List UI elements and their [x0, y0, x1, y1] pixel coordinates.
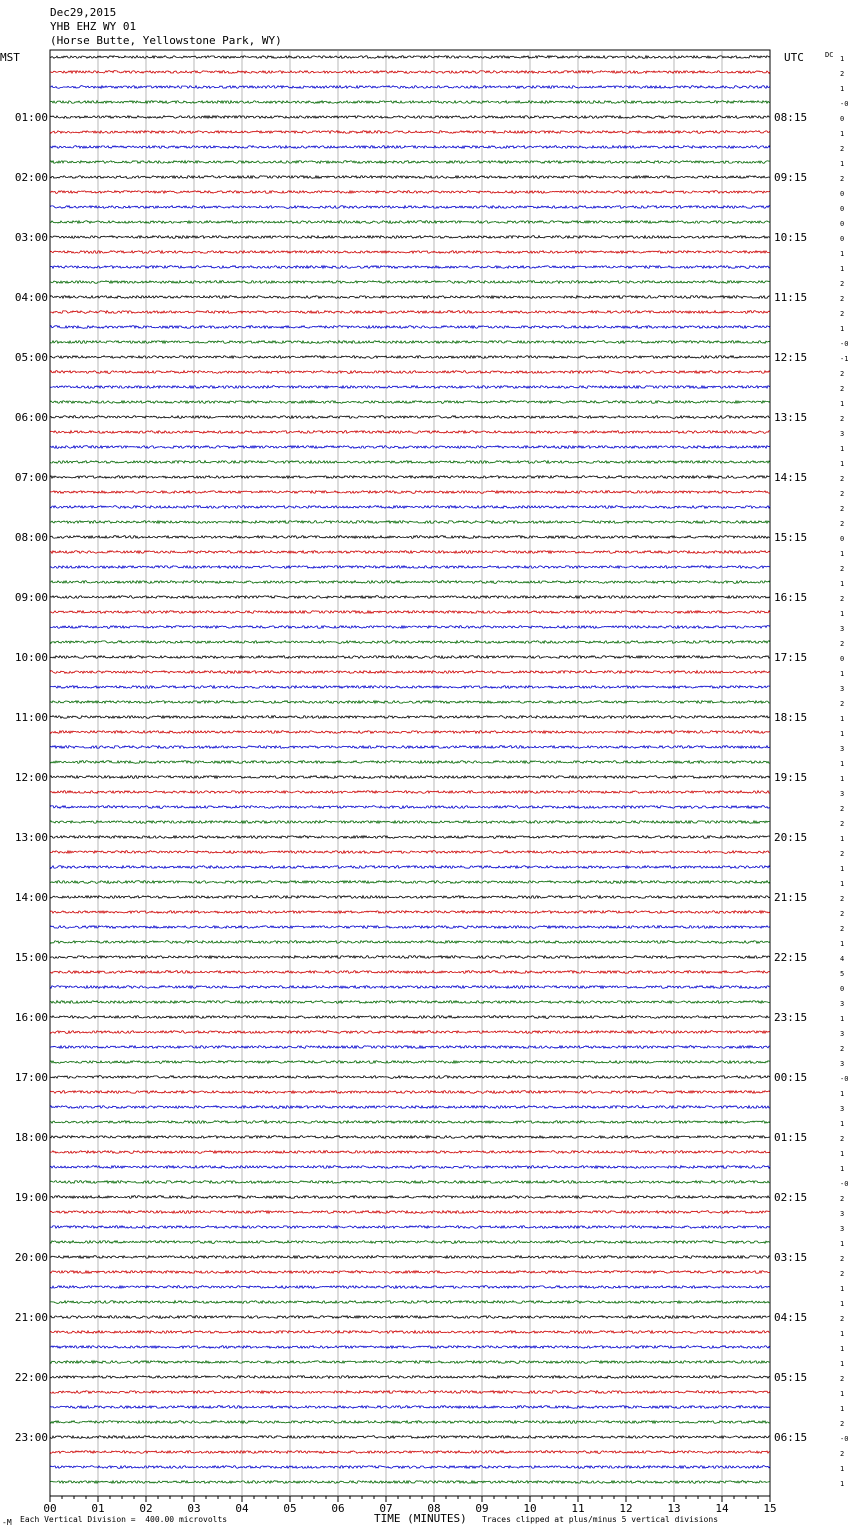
dc-offset-label: 2 — [840, 310, 845, 318]
seismic-trace — [50, 881, 770, 884]
utc-hour-label: 09:15 — [774, 171, 808, 184]
seismic-trace — [50, 536, 770, 539]
dc-offset-label: 3 — [840, 625, 845, 633]
utc-hour-label: 19:15 — [774, 771, 808, 784]
seismic-trace — [50, 671, 770, 674]
seismic-trace — [50, 1001, 770, 1004]
dc-offset-label: 1 — [840, 865, 845, 873]
seismic-trace — [50, 1301, 770, 1304]
utc-hour-label: 11:15 — [774, 291, 808, 304]
dc-offset-label: 3 — [840, 745, 845, 753]
mst-hour-label: 12:00 — [14, 771, 48, 784]
seismic-trace — [50, 311, 770, 314]
mst-hour-label: 03:00 — [14, 231, 48, 244]
dc-offset-label: 3 — [840, 430, 845, 438]
seismic-trace — [50, 356, 770, 359]
seismic-trace — [50, 821, 770, 824]
mst-hour-label: 16:00 — [14, 1011, 48, 1024]
dc-offset-label: 2 — [840, 895, 845, 903]
seismic-trace — [50, 1406, 770, 1409]
dc-offset-label: 2 — [840, 640, 845, 648]
seismic-trace — [50, 1121, 770, 1124]
utc-hour-label: 21:15 — [774, 891, 808, 904]
seismic-trace — [50, 761, 770, 764]
dc-offset-label: 1 — [840, 130, 845, 138]
utc-hour-label: 06:15 — [774, 1431, 808, 1444]
seismic-trace — [50, 866, 770, 869]
utc-hour-label: 17:15 — [774, 651, 808, 664]
seismic-trace — [50, 251, 770, 254]
x-tick-label: 07 — [379, 1502, 393, 1515]
seismic-trace — [50, 266, 770, 269]
seismic-trace — [50, 71, 770, 74]
seismic-trace — [50, 1211, 770, 1214]
dc-offset-label: 4 — [840, 955, 845, 963]
dc-offset-label: 2 — [840, 1135, 845, 1143]
seismic-trace — [50, 926, 770, 929]
seismic-trace — [50, 146, 770, 149]
seismic-trace — [50, 911, 770, 914]
dc-offset-label: 2 — [840, 1375, 845, 1383]
seismic-trace — [50, 1166, 770, 1169]
utc-hour-label: 05:15 — [774, 1371, 808, 1384]
seismic-trace — [50, 1391, 770, 1394]
dc-offset-label: 1 — [840, 580, 845, 588]
utc-hour-label: 12:15 — [774, 351, 808, 364]
mst-hour-label: 21:00 — [14, 1311, 48, 1324]
seismic-trace — [50, 461, 770, 464]
dc-offset-label: 1 — [840, 1480, 845, 1488]
seismic-trace — [50, 1181, 770, 1184]
dc-offset-label: 2 — [840, 1045, 845, 1053]
x-tick-label: 04 — [235, 1502, 249, 1515]
dc-offset-label: 2 — [840, 175, 845, 183]
seismic-trace — [50, 1346, 770, 1349]
dc-offset-label: 0 — [840, 115, 845, 123]
utc-hour-label: 08:15 — [774, 111, 808, 124]
utc-hour-label: 03:15 — [774, 1251, 808, 1264]
seismic-trace — [50, 521, 770, 524]
seismic-trace — [50, 131, 770, 134]
dc-offset-label: 2 — [840, 385, 845, 393]
seismic-trace — [50, 956, 770, 959]
dc-offset-label: 1 — [840, 1015, 845, 1023]
mst-hour-label: 20:00 — [14, 1251, 48, 1264]
dc-offset-label: 2 — [840, 1255, 845, 1263]
x-tick-label: 08 — [427, 1502, 441, 1515]
seismic-trace — [50, 506, 770, 509]
dc-offset-label: 2 — [840, 850, 845, 858]
mst-hour-label: 18:00 — [14, 1131, 48, 1144]
dc-offset-label: 5 — [840, 970, 845, 978]
dc-offset-label: 1 — [840, 760, 845, 768]
mst-hour-label: 23:00 — [14, 1431, 48, 1444]
mst-hour-label: 06:00 — [14, 411, 48, 424]
dc-offset-label: 1 — [840, 1240, 845, 1248]
seismic-trace — [50, 176, 770, 179]
mst-hour-label: 19:00 — [14, 1191, 48, 1204]
seismic-trace — [50, 221, 770, 224]
seismic-trace — [50, 896, 770, 899]
x-tick-label: 06 — [331, 1502, 345, 1515]
seismic-trace — [50, 596, 770, 599]
seismic-trace — [50, 716, 770, 719]
x-tick-label: 00 — [43, 1502, 57, 1515]
seismic-trace — [50, 1466, 770, 1469]
dc-offset-label: 0 — [840, 535, 845, 543]
mst-hour-label: 04:00 — [14, 291, 48, 304]
dc-offset-label: 1 — [840, 610, 845, 618]
mst-hour-label: 09:00 — [14, 591, 48, 604]
seismic-trace — [50, 611, 770, 614]
seismic-trace — [50, 431, 770, 434]
seismic-trace — [50, 656, 770, 659]
x-tick-label: 10 — [523, 1502, 537, 1515]
seismic-trace — [50, 341, 770, 344]
seismic-trace — [50, 401, 770, 404]
seismic-trace — [50, 551, 770, 554]
mst-hour-label: 01:00 — [14, 111, 48, 124]
dc-offset-label: 1 — [840, 1120, 845, 1128]
utc-hour-label: 01:15 — [774, 1131, 808, 1144]
seismic-trace — [50, 746, 770, 749]
dc-offset-label: 2 — [840, 805, 845, 813]
seismic-trace — [50, 776, 770, 779]
dc-offset-label: 0 — [840, 655, 845, 663]
mst-hour-label: 22:00 — [14, 1371, 48, 1384]
seismic-trace — [50, 56, 770, 59]
vertical-division-note: Each Vertical Division = 400.00 microvolts — [20, 1515, 228, 1524]
x-tick-label: 12 — [619, 1502, 633, 1515]
seismic-trace — [50, 986, 770, 989]
dc-offset-label: 1 — [840, 730, 845, 738]
dc-offset-label: 2 — [840, 1270, 845, 1278]
seismic-trace — [50, 836, 770, 839]
header-station: YHB EHZ WY 01 — [50, 20, 137, 33]
x-tick-label: 05 — [283, 1502, 297, 1515]
seismic-trace — [50, 1316, 770, 1319]
dc-offset-label: -0 — [840, 1435, 849, 1443]
seismic-trace — [50, 806, 770, 809]
x-tick-label: 14 — [715, 1502, 729, 1515]
dc-offset-label: 1 — [840, 445, 845, 453]
dc-offset-label: 2 — [840, 565, 845, 573]
mst-hour-label: 14:00 — [14, 891, 48, 904]
seismic-trace — [50, 1196, 770, 1199]
dc-offset-label: 2 — [840, 295, 845, 303]
dc-offset-label: 1 — [840, 160, 845, 168]
seismic-trace — [50, 1151, 770, 1154]
dc-offset-label: 0 — [840, 235, 845, 243]
dc-offset-label: 3 — [840, 1105, 845, 1113]
seismic-trace — [50, 701, 770, 704]
dc-offset-label: 1 — [840, 1300, 845, 1308]
seismic-trace — [50, 476, 770, 479]
dc-offset-label: -1 — [840, 355, 849, 363]
dc-offset-label: 1 — [840, 265, 845, 273]
dc-offset-label: 2 — [840, 820, 845, 828]
utc-hour-label: 14:15 — [774, 471, 808, 484]
x-axis-title: TIME (MINUTES) — [374, 1512, 467, 1525]
dc-offset-label: 1 — [840, 85, 845, 93]
dc-offset-label: 2 — [840, 910, 845, 918]
seismic-trace — [50, 1016, 770, 1019]
dc-offset-label: 2 — [840, 925, 845, 933]
utc-hour-label: 18:15 — [774, 711, 808, 724]
dc-offset-label: 1 — [840, 1405, 845, 1413]
dc-offset-label: 1 — [840, 1285, 845, 1293]
utc-hour-label: 00:15 — [774, 1071, 808, 1084]
seismic-trace — [50, 296, 770, 299]
seismic-trace — [50, 1361, 770, 1364]
utc-hour-label: 02:15 — [774, 1191, 808, 1204]
seismic-trace — [50, 566, 770, 569]
seismic-trace — [50, 1226, 770, 1229]
seismic-trace — [50, 971, 770, 974]
x-tick-label: 09 — [475, 1502, 489, 1515]
dc-offset-label: 3 — [840, 1210, 845, 1218]
dc-offset-label: 2 — [840, 145, 845, 153]
header-date: Dec29,2015 — [50, 6, 117, 19]
seismic-trace — [50, 1046, 770, 1049]
seismic-trace — [50, 191, 770, 194]
dc-offset-label: 2 — [840, 1195, 845, 1203]
utc-hour-label: 10:15 — [774, 231, 808, 244]
seismic-trace — [50, 371, 770, 374]
utc-hour-label: 23:15 — [774, 1011, 808, 1024]
dc-offset-label: 2 — [840, 505, 845, 513]
seismic-trace — [50, 491, 770, 494]
utc-hour-label: 16:15 — [774, 591, 808, 604]
dc-offset-label: -0 — [840, 1180, 849, 1188]
dc-offset-label: 2 — [840, 520, 845, 528]
mst-hour-label: 02:00 — [14, 171, 48, 184]
utc-hour-label: 04:15 — [774, 1311, 808, 1324]
dc-offset-label: 0 — [840, 190, 845, 198]
dc-offset-label: 3 — [840, 1030, 845, 1038]
seismic-trace — [50, 851, 770, 854]
mst-hour-label: 11:00 — [14, 711, 48, 724]
seismic-trace — [50, 1061, 770, 1064]
seismic-trace — [50, 641, 770, 644]
dc-offset-label: 1 — [840, 940, 845, 948]
seismic-trace — [50, 1106, 770, 1109]
seismic-trace — [50, 1286, 770, 1289]
dc-offset-label: -0 — [840, 1075, 849, 1083]
dc-offset-label: 3 — [840, 685, 845, 693]
seismic-trace — [50, 236, 770, 239]
dc-offset-label: 1 — [840, 1360, 845, 1368]
seismic-trace — [50, 731, 770, 734]
dc-offset-label: 3 — [840, 1225, 845, 1233]
dc-offset-label: 1 — [840, 250, 845, 258]
seismic-trace — [50, 206, 770, 209]
dc-offset-label: 1 — [840, 1150, 845, 1158]
seismic-trace — [50, 1271, 770, 1274]
dc-offset-label: 1 — [840, 715, 845, 723]
seismic-trace — [50, 326, 770, 329]
utc-axis-label: UTC — [784, 51, 804, 64]
utc-hour-label: 22:15 — [774, 951, 808, 964]
seismic-trace — [50, 1091, 770, 1094]
dc-offset-label: 1 — [840, 1345, 845, 1353]
dc-offset-label: 1 — [840, 1390, 845, 1398]
x-tick-label: 15 — [763, 1502, 777, 1515]
seismic-trace — [50, 941, 770, 944]
seismic-trace — [50, 581, 770, 584]
seismic-trace — [50, 1481, 770, 1484]
mst-hour-label: 05:00 — [14, 351, 48, 364]
mst-hour-label: 13:00 — [14, 831, 48, 844]
dc-offset-label: 1 — [840, 325, 845, 333]
seismic-trace — [50, 791, 770, 794]
dc-offset-label: 2 — [840, 1315, 845, 1323]
dc-offset-label: 3 — [840, 1000, 845, 1008]
seismic-trace — [50, 626, 770, 629]
seismic-trace — [50, 386, 770, 389]
mst-hour-label: 17:00 — [14, 1071, 48, 1084]
seismic-trace — [50, 1241, 770, 1244]
dc-offset-label: 3 — [840, 790, 845, 798]
dc-offset-label: 2 — [840, 475, 845, 483]
seismic-trace — [50, 1436, 770, 1439]
dc-offset-label: 1 — [840, 1465, 845, 1473]
seismic-trace — [50, 1031, 770, 1034]
mst-hour-label: 07:00 — [14, 471, 48, 484]
mst-hour-label: 15:00 — [14, 951, 48, 964]
dc-offset-label: 2 — [840, 1420, 845, 1428]
dc-offset-label: 2 — [840, 415, 845, 423]
utc-hour-label: 20:15 — [774, 831, 808, 844]
dc-offset-label: 1 — [840, 1090, 845, 1098]
seismic-trace — [50, 416, 770, 419]
dc-offset-label: 3 — [840, 1060, 845, 1068]
dc-offset-label: 0 — [840, 985, 845, 993]
seismic-trace — [50, 86, 770, 89]
dc-offset-label: 2 — [840, 595, 845, 603]
seismic-trace — [50, 446, 770, 449]
dc-offset-label: 1 — [840, 880, 845, 888]
dc-offset-label: -0 — [840, 340, 849, 348]
x-tick-label: 01 — [91, 1502, 105, 1515]
seismic-trace — [50, 686, 770, 689]
dc-offset-label: 2 — [840, 370, 845, 378]
seismic-trace — [50, 101, 770, 104]
dc-offset-label: 1 — [840, 670, 845, 678]
dc-offset-label: 1 — [840, 55, 845, 63]
seismic-trace — [50, 1451, 770, 1454]
seismic-trace — [50, 116, 770, 119]
seismic-trace — [50, 1076, 770, 1079]
dc-offset-label: 1 — [840, 550, 845, 558]
mst-axis-label: MST — [0, 51, 20, 64]
dc-offset-label: 0 — [840, 205, 845, 213]
x-tick-label: 13 — [667, 1502, 681, 1515]
dc-offset-label: 1 — [840, 1165, 845, 1173]
seismic-trace — [50, 1256, 770, 1259]
seismic-trace — [50, 1421, 770, 1424]
dc-offset-label: 1 — [840, 775, 845, 783]
seismic-trace — [50, 1331, 770, 1334]
mst-hour-label: 08:00 — [14, 531, 48, 544]
dc-offset-label: 1 — [840, 460, 845, 468]
dc-offset-label: 2 — [840, 280, 845, 288]
dc-offset-label: -0 — [840, 100, 849, 108]
dc-offset-label: 2 — [840, 700, 845, 708]
dc-offset-label: 1 — [840, 1330, 845, 1338]
header-location: (Horse Butte, Yellowstone Park, WY) — [50, 34, 282, 47]
x-tick-label: 02 — [139, 1502, 153, 1515]
dc-offset-label: 0 — [840, 220, 845, 228]
footer-mark: -M — [2, 1518, 12, 1527]
clip-note: Traces clipped at plus/minus 5 vertical divisions — [482, 1515, 719, 1524]
utc-hour-label: 15:15 — [774, 531, 808, 544]
seismic-trace — [50, 1136, 770, 1139]
dc-offset-label: 1 — [840, 835, 845, 843]
dc-offset-label: 1 — [840, 400, 845, 408]
x-tick-label: 11 — [571, 1502, 585, 1515]
dc-label: DC — [825, 51, 834, 59]
seismic-trace — [50, 1376, 770, 1379]
seismic-trace — [50, 161, 770, 164]
dc-offset-label: 2 — [840, 70, 845, 78]
dc-offset-label: 2 — [840, 490, 845, 498]
utc-hour-label: 13:15 — [774, 411, 808, 424]
mst-hour-label: 10:00 — [14, 651, 48, 664]
dc-offset-label: 2 — [840, 1450, 845, 1458]
x-tick-label: 03 — [187, 1502, 201, 1515]
seismic-trace — [50, 281, 770, 284]
